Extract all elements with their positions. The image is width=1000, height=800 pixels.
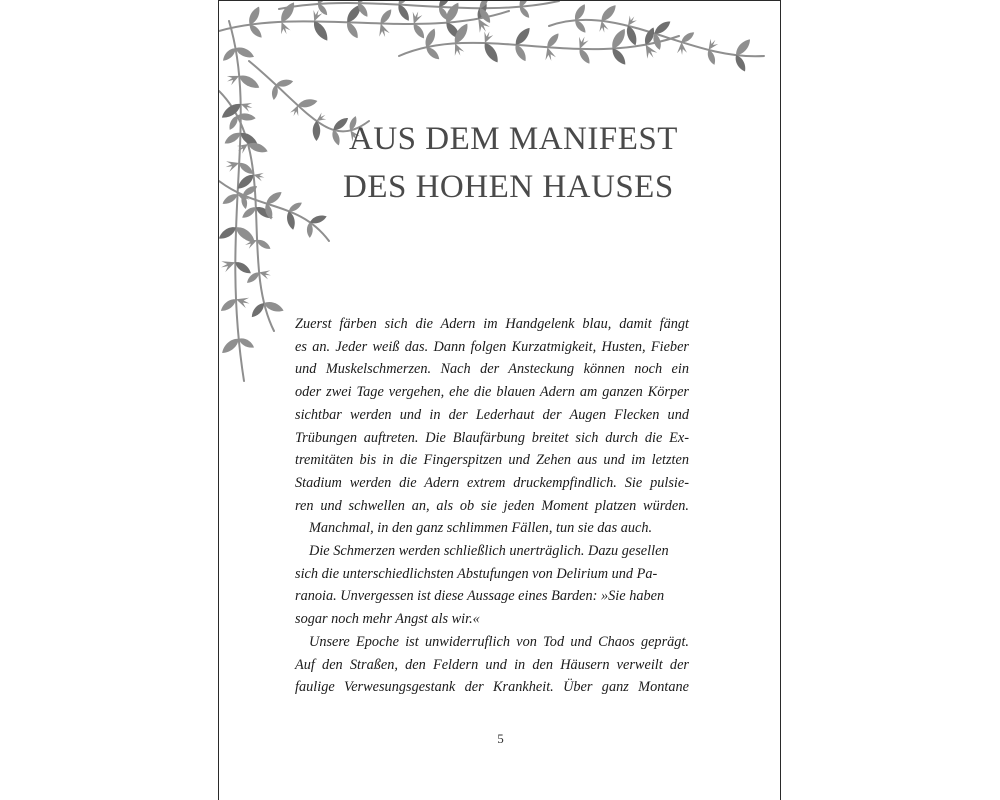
- book-page: [218, 0, 781, 800]
- text-line: und Muskelschmerzen. Nach der Ansteckung können noch ein: [295, 361, 689, 378]
- text-line: Manchmal, in den ganz schlimmen Fällen, tun sie das auch.: [309, 520, 653, 537]
- leaf: [599, 3, 619, 24]
- text-line: ren und schwellen an, als ob sie jeden Moment platzen würden.: [295, 497, 689, 514]
- vine-stem: [399, 36, 679, 56]
- text-line: Unsere Epoche ist unwiderruflich von Tod und Chaos geprägt.: [309, 633, 689, 650]
- text-line: Trübungen auftreten. Die Blaufärbung breitet sich durch die Ex-: [295, 429, 689, 446]
- text-line: Auf den Straßen, den Feldern und in den Häusern verweilt der: [295, 656, 689, 673]
- text-line: ranoia. Unvergessen ist diese Aussage eines Barden: »Sie haben: [295, 588, 665, 605]
- text-line: sichtbar werden und in der Lederhaut der Augen Flecken und: [295, 406, 689, 423]
- text-line: oder zwei Tage vergehen, ehe die blauen Adern am ganzen Körper: [295, 384, 689, 401]
- text-line: Die Schmerzen werden schließlich unerträglich. Dazu gesellen: [309, 543, 669, 560]
- paragraph-1: [295, 313, 689, 517]
- leaf: [221, 46, 238, 63]
- title-line-1: AUS DEM MANIFEST: [349, 121, 678, 157]
- paragraph-2: [295, 517, 689, 540]
- text-line: Zuerst färben sich die Adern im Handgelenk blau, damit fängt: [295, 316, 689, 332]
- leaf: [247, 22, 264, 39]
- leaf: [733, 37, 753, 58]
- body-text: [295, 313, 689, 699]
- paragraph-3: [295, 540, 689, 631]
- text-line: sich die unterschiedlichsten Abstufungen von Delirium und Pa-: [295, 565, 658, 582]
- text-line: sogar noch mehr Angst als wir.«: [295, 611, 480, 628]
- leaf: [249, 301, 266, 320]
- title-line-2: DES HOHEN HAUSES: [343, 169, 674, 205]
- page-title: [343, 115, 759, 211]
- text-line: es an. Jeder weiß das. Dann folgen Kurzatmigkeit, Husten, Fieber: [295, 338, 689, 355]
- text-line: tremitäten bis in die Fingerspitzen und Zehen aus und im letzten: [295, 452, 689, 469]
- leaf: [424, 45, 441, 62]
- paragraph-4: [295, 631, 689, 699]
- leaf: [313, 121, 321, 141]
- text-line: faulige Verwesungsgestank der Krankheit. Über ganz Montane: [295, 679, 689, 696]
- text-line: Stadium werden die Adern extrem druckempfindlich. Sie pulsie-: [295, 474, 689, 491]
- page-number: 5: [497, 731, 504, 746]
